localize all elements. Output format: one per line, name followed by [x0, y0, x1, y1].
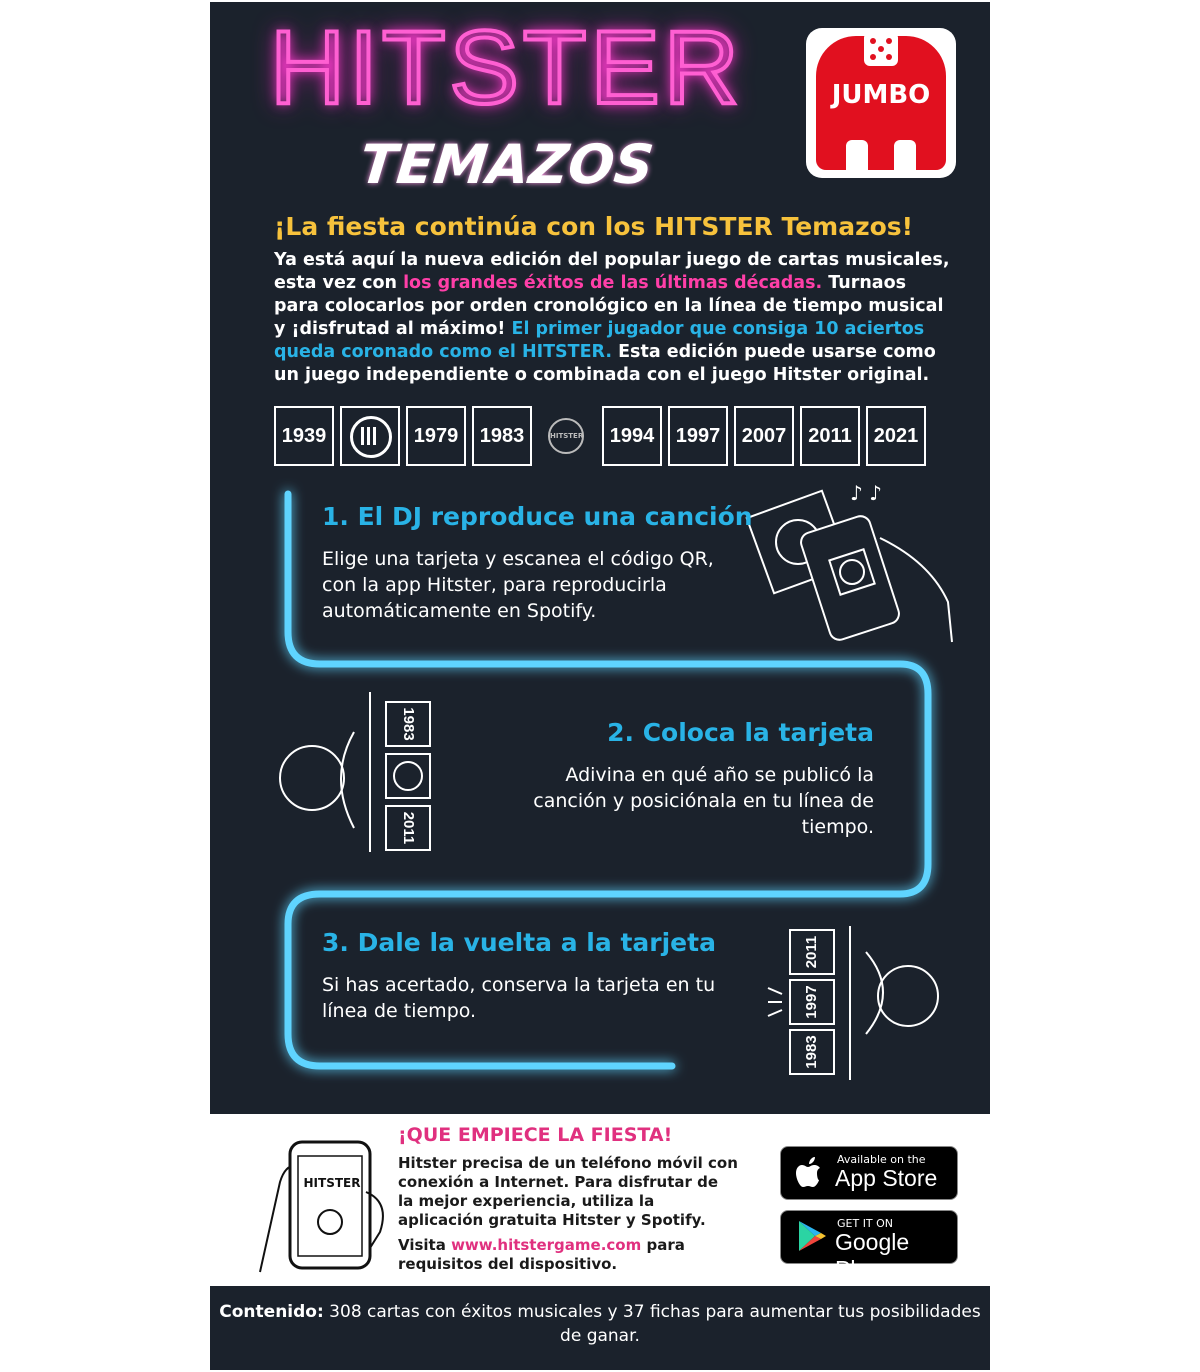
appstore-small-label: Available on the	[837, 1153, 926, 1166]
step1-title: 1. El DJ reproduce una canción	[322, 502, 753, 531]
play-big-label: Google Play	[835, 1229, 910, 1282]
step2-card-bottom: 2011	[400, 811, 417, 845]
year-card: 2021	[866, 406, 926, 466]
temazos-logo: TEMAZOS	[356, 133, 657, 196]
intro-paragraph: Ya está aquí la nueva edición del popular juego de cartas musicales, esta vez con los grandes éxitos de las últimas décadas. Turnaos para colocarlos por orden cronológico en la línea de tiempo musical y ¡disfrutad al máximo! El primer jugador que consiga 10 aciertos queda coronado como el HITSTER. Esta edición puede usarse como un juego independiente o combinada con el juego Hitster original.	[274, 250, 950, 385]
contents-text: Contenido: 308 cartas con éxitos musicales y 37 fichas para aumentar tus posibilidades de ganar.	[219, 1302, 981, 1346]
play-small-label: GET IT ON	[837, 1217, 894, 1230]
step2-card-top: 1983	[400, 707, 417, 741]
google-play-icon	[795, 1219, 827, 1253]
app-info-section	[210, 1114, 990, 1286]
phone-screen-label: HITSTER	[303, 1176, 361, 1190]
step3-card-2: 1997	[803, 985, 820, 1019]
step2-title: 2. Coloca la tarjeta	[607, 718, 874, 747]
step3-text: Si has acertado, conserva la tarjeta en tu línea de tiempo.	[322, 974, 716, 1022]
scan-phone-illustration	[747, 481, 952, 642]
year-card: 1983	[472, 406, 532, 466]
app-store-badge[interactable]	[780, 1146, 958, 1200]
appstore-big-label: App Store	[835, 1165, 938, 1191]
hitster-token-icon: HITSTER	[548, 418, 584, 454]
headline: ¡La fiesta continúa con los HITSTER Temazos!	[274, 212, 914, 241]
visit-text: Visita www.hitstergame.com para requisitos del dispositivo.	[398, 1236, 685, 1273]
requirements-text: Hitster precisa de un teléfono móvil con conexión a Internet. Para disfrutar de la mejor experiencia, utiliza la aplicación gratuita Hitster y Spotify.	[398, 1154, 738, 1229]
year-card: 1997	[668, 406, 728, 466]
step3-card-3: 1983	[803, 1035, 820, 1069]
jumbo-wordmark: JUMBO	[831, 80, 931, 110]
step2-text: Adivina en qué año se publicó la canción y posiciónala en tu línea de tiempo.	[533, 764, 874, 838]
google-play-badge[interactable]	[780, 1210, 958, 1282]
step1-text: Elige una tarjeta y escanea el código QR, con la app Hitster, para reproducirla automáticamente en Spotify.	[322, 548, 714, 622]
step3-card-1: 2011	[803, 935, 820, 969]
year-card: 1979	[406, 406, 466, 466]
box-back-panel	[210, 2, 990, 1114]
year-card: 2007	[734, 406, 794, 466]
svg-text:♪ ♪: ♪ ♪	[850, 481, 882, 505]
year-card: 2011	[800, 406, 860, 466]
step3-title: 3. Dale la vuelta a la tarjeta	[322, 928, 716, 957]
website-link[interactable]: www.hitstergame.com	[451, 1236, 642, 1254]
highlight-decades: los grandes éxitos de las últimas décadas.	[403, 273, 823, 293]
apple-icon	[795, 1155, 827, 1189]
contents-footer	[210, 1286, 990, 1370]
highlight-winner: El primer jugador que consiga 10 aciertos queda coronado como el HITSTER.	[274, 319, 925, 362]
year-card: 1994	[602, 406, 662, 466]
party-title: ¡QUE EMPIECE LA FIESTA!	[398, 1124, 673, 1146]
year-card: 1939	[274, 406, 334, 466]
phone-hand-icon	[230, 1122, 390, 1282]
hitster-logo: HITSTER	[270, 10, 743, 126]
